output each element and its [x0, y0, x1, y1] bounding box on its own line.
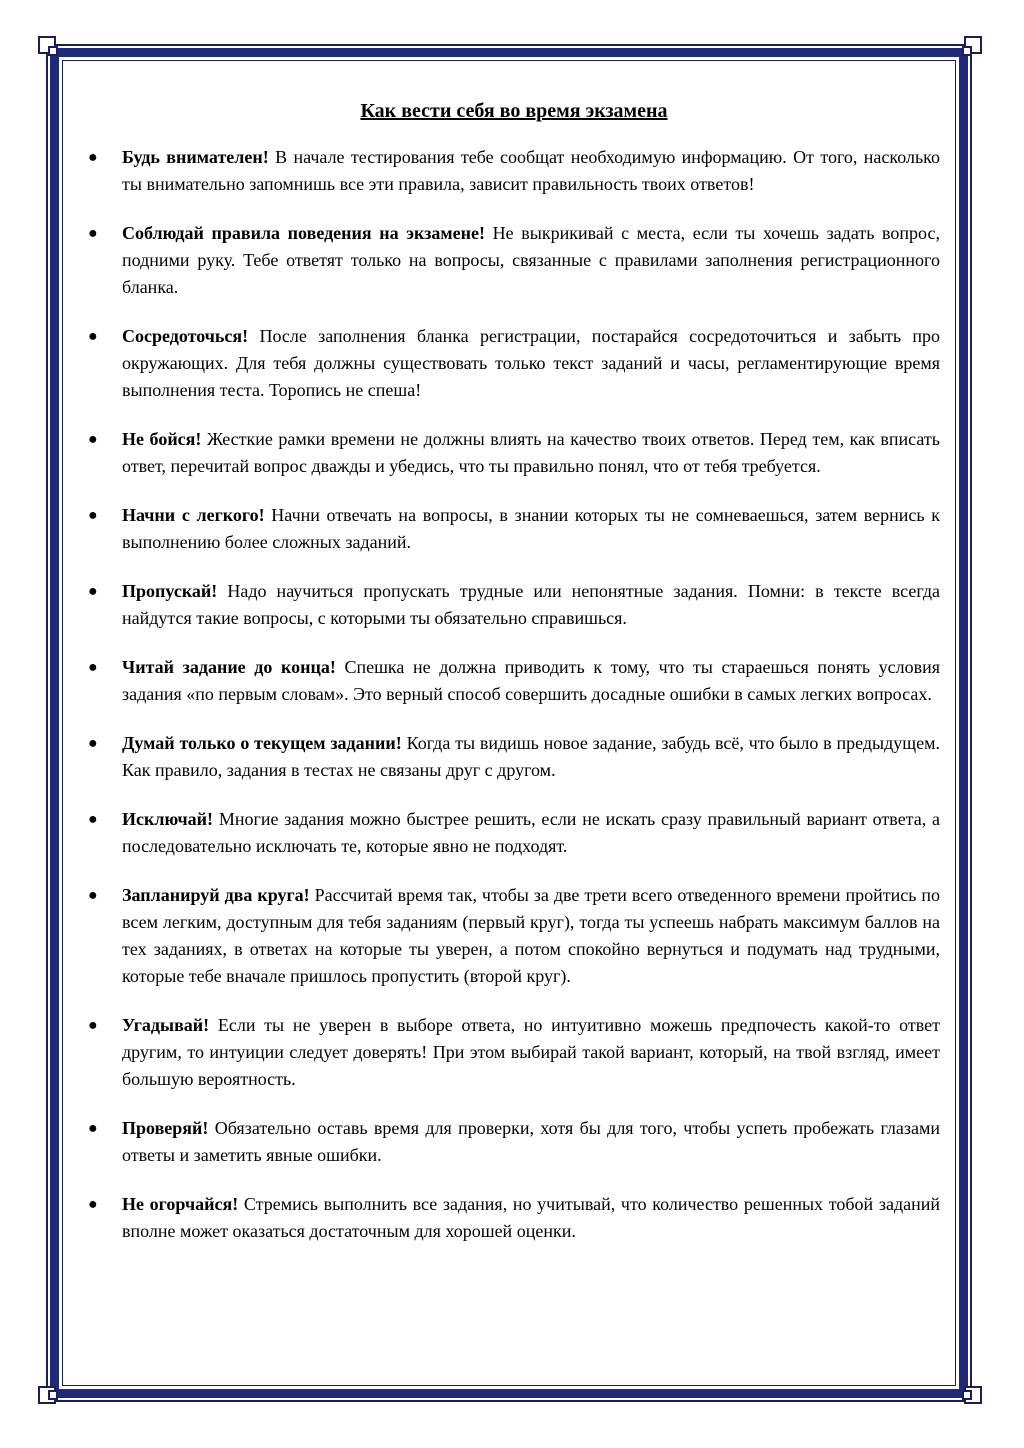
rule-heading: Не бойся!: [122, 429, 202, 449]
rule-item: [88, 730, 940, 784]
bullet-icon: ●: [88, 431, 98, 448]
rule-text: Многие задания можно быстрее решить, если не искать сразу правильный вариант ответа, а последовательно исключать те, которые явно не подходят.: [122, 809, 941, 856]
rule-heading: Пропускай!: [122, 581, 218, 601]
rule-text: Надо научиться пропускать трудные или непонятные задания. Помни: в тексте всегда найдутся такие вопросы, с которыми ты обязательно справишься.: [122, 581, 941, 628]
rule-text: Не выкрикивай с места, если ты хочешь задать вопрос, подними руку. Тебе ответят только на вопросы, связанные с правилами заполнения регистрационного бланка.: [122, 223, 940, 297]
rule-heading: Думай только о текущем задании!: [122, 733, 402, 753]
bullet-icon: ●: [88, 507, 98, 524]
rule-text: Стремись выполнить все задания, но учитывай, что количество решенных тобой заданий вполне может оказаться достаточным для хорошей оценки.: [122, 1194, 940, 1241]
document-title: Как вести себя во время экзамена: [360, 100, 668, 122]
document-body: [88, 98, 940, 1267]
frame-corner-top-right: [956, 36, 982, 62]
rule-text: Спешка не должна приводить к тому, что ты стараешься понять условия задания «по первым словам». Это верный способ совершить досадные ошибки в самых легких вопросах.: [122, 657, 941, 704]
rule-heading: Начни с легкого!: [122, 505, 265, 525]
rule-item: [88, 806, 940, 860]
rule-text: Обязательно оставь время для проверки, хотя бы для того, чтобы успеть пробежать глазами ответы и заметить явные ошибки.: [122, 1118, 941, 1165]
bullet-icon: ●: [88, 811, 98, 828]
rule-item: [88, 502, 940, 556]
rule-item: [88, 882, 940, 990]
rule-text: Жесткие рамки времени не должны влиять на качество твоих ответов. Перед тем, как вписать ответ, перечитай вопрос дважды и убедись, что ты правильно понял, что от тебя требуется.: [122, 429, 940, 476]
rule-item: [88, 426, 940, 480]
rule-heading: Угадывай!: [122, 1015, 210, 1035]
bullet-icon: ●: [88, 583, 98, 600]
bullet-icon: ●: [88, 328, 98, 345]
frame-corner-bottom-right: [956, 1386, 982, 1412]
rule-text: Если ты не уверен в выборе ответа, но интуитивно можешь предпочесть какой-то ответ другим, то интуиции следует доверять! При этом выбирай такой вариант, который, на твой взгляд, имеет большую вероятность.: [122, 1015, 940, 1089]
rule-heading: Будь внимателен!: [122, 147, 269, 167]
rule-item: [88, 1115, 940, 1169]
bullet-icon: ●: [88, 1120, 98, 1137]
rule-item: [88, 654, 940, 708]
frame-corner-top-left: [38, 36, 64, 62]
rules-list: [88, 144, 940, 1245]
frame-corner-bottom-left: [38, 1386, 64, 1412]
bullet-icon: ●: [88, 1017, 98, 1034]
bullet-icon: ●: [88, 1196, 98, 1213]
rule-heading: Не огорчайся!: [122, 1194, 239, 1214]
rule-item: [88, 220, 940, 301]
rule-heading: Запланируй два круга!: [122, 885, 310, 905]
rule-item: [88, 323, 940, 404]
bullet-icon: ●: [88, 149, 98, 166]
rule-text: Рассчитай время так, чтобы за две трети всего отведенного времени пройтись по всем легким, доступным для тебя заданиям (первый круг), тогда ты успеешь набрать максимум баллов на тех заданиях, в ответах на которые ты уверен, а потом спокойно вернуться и подумать над трудными, которые тебе вначале пришлось пропустить (второй круг).: [122, 885, 940, 986]
rule-text: После заполнения бланка регистрации, постарайся сосредоточиться и забыть про окружающих. Для тебя должны существовать только текст заданий и часы, регламентирующие время выполнения теста. Торопись не спеша!: [122, 326, 940, 400]
bullet-icon: ●: [88, 225, 98, 242]
bullet-icon: ●: [88, 735, 98, 752]
rule-heading: Читай задание до конца!: [122, 657, 336, 677]
bullet-icon: ●: [88, 887, 98, 904]
rule-item: [88, 144, 940, 198]
rule-heading: Соблюдай правила поведения на экзамене!: [122, 223, 486, 243]
rule-text: Начни отвечать на вопросы, в знании которых ты не сомневаешься, затем вернись к выполнению более сложных заданий.: [122, 505, 941, 552]
bullet-icon: ●: [88, 659, 98, 676]
rule-heading: Проверяй!: [122, 1118, 209, 1138]
rule-item: [88, 1012, 940, 1093]
rule-heading: Сосредоточься!: [122, 326, 249, 346]
rule-text: Когда ты видишь новое задание, забудь всё, что было в предыдущем. Как правило, задания в тестах не связаны друг с другом.: [122, 733, 941, 780]
rule-item: [88, 578, 940, 632]
rule-heading: Исключай!: [122, 809, 214, 829]
rule-item: [88, 1191, 940, 1245]
rule-text: В начале тестирования тебе сообщат необходимую информацию. От того, насколько ты внимательно запомнишь все эти правила, зависит правильность твоих ответов!: [122, 147, 941, 194]
